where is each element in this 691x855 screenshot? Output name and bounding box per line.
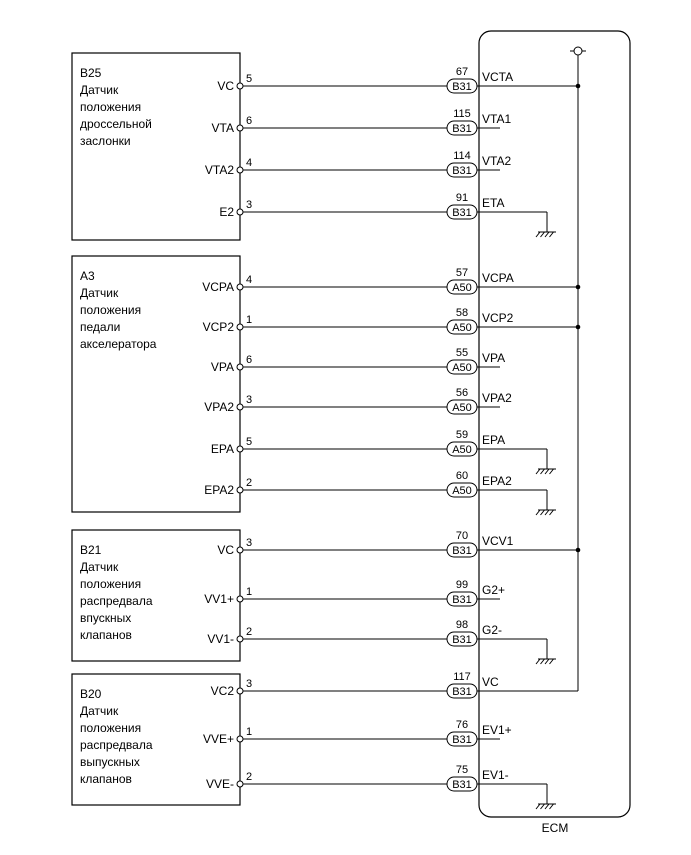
- sensor-terminal: [237, 125, 243, 131]
- ecm-pin-number: 59: [455, 429, 469, 441]
- ecm-pin-number: 76: [455, 719, 469, 731]
- sensor-pin-name: EPA: [210, 442, 234, 456]
- sensor-name-line: положения: [80, 303, 142, 317]
- connector-id: B31: [452, 634, 472, 646]
- ground-hatch: [536, 232, 540, 237]
- ground-hatch: [550, 659, 554, 664]
- sensor-pin-number: 4: [246, 157, 253, 169]
- ground-hatch: [550, 510, 554, 515]
- ecm-pin-number: 75: [455, 764, 469, 776]
- sensor-name-line: впускных: [80, 611, 132, 625]
- sensor-pin-name: VPA2: [204, 400, 234, 414]
- ecm-pin-number: 55: [455, 347, 469, 359]
- connector-id: B31: [452, 207, 472, 219]
- ecm-pin-number: 58: [455, 307, 469, 319]
- sensor-pin-number: 2: [246, 477, 253, 489]
- connector-id: B31: [452, 734, 472, 746]
- ecm-signal-name: VTA2: [482, 154, 512, 168]
- sensor-pin-number: 3: [246, 537, 253, 549]
- connector-id: A50: [452, 282, 472, 294]
- connector-id: A50: [452, 485, 472, 497]
- sensor-terminal: [237, 487, 243, 493]
- sensor-terminal: [237, 736, 243, 742]
- connector-id: A50: [452, 444, 472, 456]
- ecm-signal-name: EPA: [482, 433, 506, 447]
- sensor-pin-name: VTA2: [204, 163, 234, 177]
- sensor-terminal: [237, 324, 243, 330]
- connector-id: B31: [452, 165, 472, 177]
- sensor-name-line: клапанов: [80, 628, 132, 642]
- ground-hatch: [550, 232, 554, 237]
- ecm-signal-name: VCV1: [482, 534, 514, 548]
- ecm-signal-name: VPA: [482, 351, 506, 365]
- sensor-name-line: положения: [80, 100, 142, 114]
- sensor-name-line: акселератора: [80, 337, 157, 351]
- sensor-id: A3: [80, 269, 95, 283]
- sensor-id: B21: [80, 543, 102, 557]
- sensor-pin-name: VC: [217, 543, 234, 557]
- sensor-name-line: Датчик: [80, 83, 119, 97]
- supply-terminal: [574, 47, 582, 55]
- ecm-signal-name: VPA2: [482, 391, 512, 405]
- connector-id: B31: [452, 545, 472, 557]
- ecm-pin-number: 70: [455, 530, 469, 542]
- ground-hatch: [541, 804, 545, 809]
- sensor-name-line: дроссельной: [80, 117, 152, 131]
- sensor-pin-number: 5: [246, 73, 253, 85]
- ecm-signal-name: ETA: [482, 196, 505, 210]
- ground-hatch: [541, 232, 545, 237]
- sensor-pin-number: 5: [246, 436, 253, 448]
- sensor-name-line: Датчик: [80, 560, 119, 574]
- ground-hatch: [536, 659, 540, 664]
- ecm-label: ECM: [541, 821, 569, 835]
- ecm-signal-name: EPA2: [482, 474, 512, 488]
- ecm-signal-name: VC: [482, 675, 499, 689]
- ground-hatch: [536, 469, 540, 474]
- ecm-pin-number: 117: [453, 671, 471, 683]
- connector-id: B31: [452, 779, 472, 791]
- connector-id: B31: [452, 594, 472, 606]
- sensor-pin-name: EPA2: [204, 483, 234, 497]
- connector-id: B31: [452, 81, 472, 93]
- sensor-pin-number: 6: [246, 354, 253, 366]
- sensor-terminal: [237, 781, 243, 787]
- ecm-pin-number: 91: [455, 192, 469, 204]
- ground-hatch: [545, 232, 549, 237]
- sensor-pin-name: VVE+: [202, 732, 234, 746]
- ecm-signal-name: VTA1: [482, 112, 512, 126]
- sensor-pin-number: 2: [246, 771, 253, 783]
- sensor-pin-name: E2: [219, 205, 234, 219]
- sensor-pin-name: VC: [217, 79, 234, 93]
- ecm-pin-number: 114: [453, 150, 471, 162]
- sensor-pin-number: 1: [246, 314, 253, 326]
- ecm-signal-name: EV1-: [482, 768, 509, 782]
- sensor-name-line: заслонки: [80, 134, 131, 148]
- sensor-name-line: выпускных: [80, 755, 140, 769]
- connector-id: B31: [452, 123, 472, 135]
- sensor-terminal: [237, 404, 243, 410]
- sensor-terminal: [237, 547, 243, 553]
- sensor-terminal: [237, 167, 243, 173]
- ground-hatch: [541, 659, 545, 664]
- sensor-pin-name: VV1+: [204, 592, 234, 606]
- sensor-name-line: клапанов: [80, 772, 132, 786]
- sensor-terminal: [237, 636, 243, 642]
- sensor-pin-number: 6: [246, 115, 253, 127]
- sensor-terminal: [237, 364, 243, 370]
- sensor-pin-number: 3: [246, 199, 253, 211]
- sensor-name-line: положения: [80, 577, 142, 591]
- ground-hatch: [541, 469, 545, 474]
- ecm-pin-number: 60: [455, 470, 469, 482]
- ground-hatch: [536, 804, 540, 809]
- sensor-pin-number: 1: [246, 586, 253, 598]
- ecm-signal-name: EV1+: [482, 723, 512, 737]
- ground-hatch: [545, 804, 549, 809]
- ecm-signal-name: VCTA: [482, 70, 514, 84]
- ecm-pin-number: 98: [455, 619, 469, 631]
- sensor-name-line: Датчик: [80, 704, 119, 718]
- sensor-name-line: Датчик: [80, 286, 119, 300]
- sensor-id: B20: [80, 687, 102, 701]
- sensor-pin-number: 3: [246, 678, 253, 690]
- ground-hatch: [550, 804, 554, 809]
- ecm-signal-name: VCPA: [482, 271, 514, 285]
- sensor-name-line: педали: [80, 320, 121, 334]
- ground-hatch: [545, 659, 549, 664]
- sensor-pin-name: VCP2: [202, 320, 234, 334]
- sensor-terminal: [237, 688, 243, 694]
- ecm-pin-number: 57: [455, 267, 469, 279]
- connector-id: A50: [452, 322, 472, 334]
- ecm-signal-name: VCP2: [482, 311, 514, 325]
- connector-id: A50: [452, 362, 472, 374]
- ground-hatch: [545, 510, 549, 515]
- ecm-signal-name: G2-: [482, 623, 503, 637]
- ground-hatch: [541, 510, 545, 515]
- sensor-pin-name: VPA: [210, 360, 234, 374]
- ecm-pin-number: 56: [455, 387, 469, 399]
- ecm-box: [479, 31, 630, 817]
- ecm-pin-number: 115: [453, 108, 471, 120]
- sensor-pin-number: 2: [246, 626, 253, 638]
- sensor-id: B25: [80, 66, 102, 80]
- sensor-pin-name: VVE-: [205, 777, 234, 791]
- ground-hatch: [545, 469, 549, 474]
- ecm-pin-number: 67: [455, 66, 469, 78]
- sensor-terminal: [237, 446, 243, 452]
- sensor-terminal: [237, 209, 243, 215]
- ground-hatch: [536, 510, 540, 515]
- sensor-pin-number: 1: [246, 726, 253, 738]
- sensor-pin-name: VC2: [210, 684, 234, 698]
- ecm-pin-number: 99: [455, 579, 469, 591]
- sensor-pin-name: VTA: [211, 121, 234, 135]
- sensor-pin-name: VV1-: [207, 632, 234, 646]
- sensor-terminal: [237, 284, 243, 290]
- sensor-terminal: [237, 596, 243, 602]
- sensor-name-line: распредвала: [80, 594, 153, 608]
- connector-id: B31: [452, 686, 472, 698]
- sensor-name-line: распредвала: [80, 738, 153, 752]
- sensor-name-line: положения: [80, 721, 142, 735]
- connector-id: A50: [452, 402, 472, 414]
- sensor-pin-number: 4: [246, 274, 253, 286]
- sensor-terminal: [237, 83, 243, 89]
- ecm-signal-name: G2+: [482, 583, 506, 597]
- ground-hatch: [550, 469, 554, 474]
- sensor-pin-number: 3: [246, 394, 253, 406]
- sensor-pin-name: VCPA: [202, 280, 234, 294]
